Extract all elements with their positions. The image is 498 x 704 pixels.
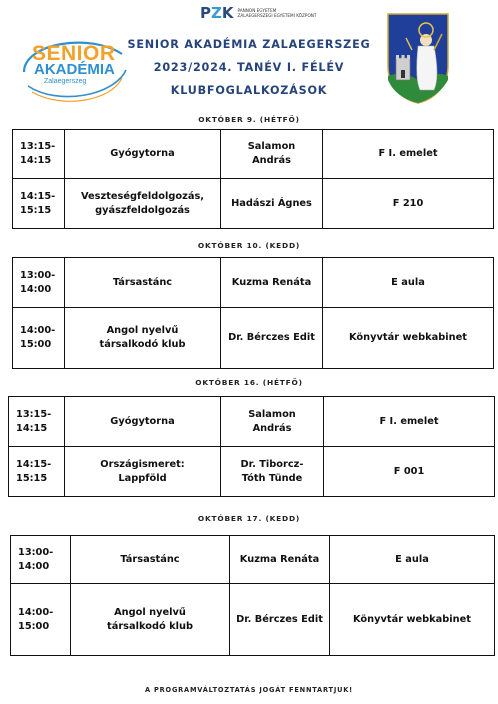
leader-cell: Salamon András [221,397,324,447]
logo-akademia-text: AKADÉMIA [34,61,115,78]
footer-note: A PROGRAMVÁLTOZTATÁS JOGÁT FENNTARTJUK! [145,686,353,694]
leader-cell: Kuzma Renáta [221,258,323,308]
table-row [9,397,495,447]
leader-cell: Hadászi Ágnes [221,179,323,229]
time-cell: 13:15- 14:15 [13,130,65,179]
time-cell: 13:15- 14:15 [9,397,65,447]
activity-cell: Társastánc [65,258,221,308]
logo-senior-text: SENIOR [32,42,116,65]
table-row [9,447,495,497]
schedule-table [12,129,494,229]
day-header: OKTÓBER 17. (KEDD) [197,514,301,523]
schedule-table [12,257,494,369]
place-cell: F 210 [323,179,494,229]
activity-cell: Veszteségfeldolgozás, gyászfeldolgozás [65,179,221,229]
leader-cell: Kuzma Renáta [230,536,330,584]
time-cell: 14:15- 15:15 [9,447,65,497]
leader-cell: Dr. Bérczes Edit [221,308,323,369]
logo-city-text: Zalaegerszeg [44,78,87,85]
activity-cell: Gyógytorna [65,130,221,179]
place-cell: F 001 [324,447,495,497]
table-row [11,584,495,656]
place-cell: Könyvtár webkabinet [323,308,494,369]
activity-cell: Angol nyelvű társalkodó klub [71,584,230,656]
page-subtitle-club: KLUBFOGLALKOZÁSOK [170,84,328,97]
page-title: SENIOR AKADÉMIA ZALAEGERSZEG [127,38,371,51]
time-cell: 14:00- 15:00 [13,308,65,369]
place-cell: E aula [323,258,494,308]
time-cell: 14:15- 15:15 [13,179,65,229]
pzk-line2: ZALAEGERSZEGI EGYETEMI KÖZPONT [237,13,317,18]
activity-cell: Gyógytorna [65,397,221,447]
time-cell: 13:00- 14:00 [13,258,65,308]
day-header: OKTÓBER 9. (HÉTFŐ) [198,115,300,124]
table-row [11,536,495,584]
page-subtitle-year: 2023/2024. TANÉV I. FÉLÉV [153,61,345,74]
place-cell: Könyvtár webkabinet [330,584,495,656]
time-cell: 14:00- 15:00 [11,584,71,656]
leader-cell: Dr. Tiborcz- Tóth Tünde [221,447,324,497]
day-header: OKTÓBER 10. (KEDD) [197,241,301,250]
table-row [13,258,494,308]
pzk-line1: PANNON EGYETEM [237,8,277,13]
table-row [13,179,494,229]
schedule-table [10,535,495,656]
activity-cell: Társastánc [71,536,230,584]
pzk-badge [200,4,316,22]
time-cell: 13:00- 14:00 [11,536,71,584]
day-header: OKTÓBER 16. (HÉTFŐ) [195,378,303,387]
leader-cell: Salamon András [221,130,323,179]
schedule-table [8,396,495,497]
table-row [13,308,494,369]
table-row [13,130,494,179]
leader-cell: Dr. Bérczes Edit [230,584,330,656]
place-cell: F I. emelet [324,397,495,447]
pzk-logo: PZK [200,4,234,22]
coat-of-arms-icon [384,10,452,105]
activity-cell: Angol nyelvű társalkodó klub [65,308,221,369]
place-cell: F I. emelet [323,130,494,179]
activity-cell: Országismeret: Lappföld [65,447,221,497]
place-cell: E aula [330,536,495,584]
